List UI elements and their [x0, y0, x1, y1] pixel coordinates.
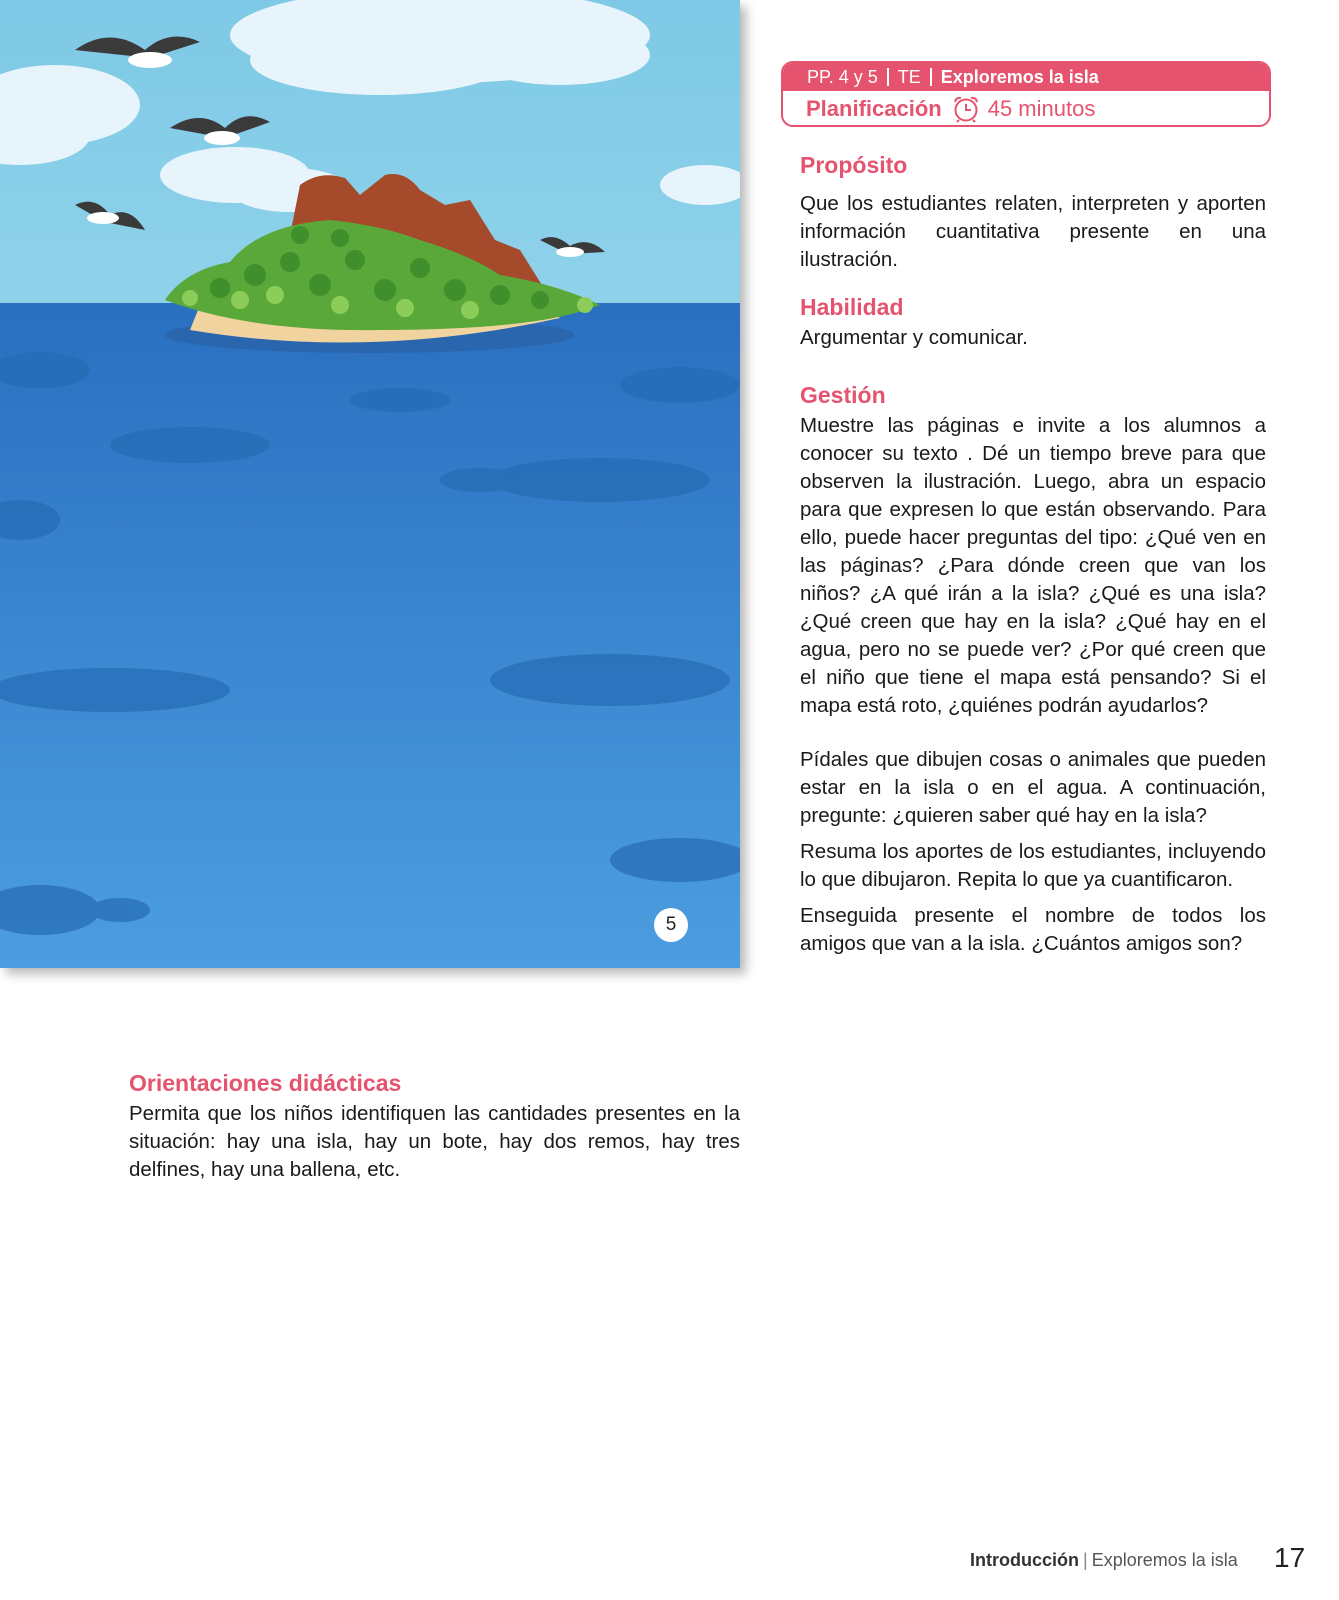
- planning-band: [783, 63, 1269, 91]
- illustration-page-number: 5: [654, 908, 688, 942]
- habilidad-title: Habilidad: [800, 294, 904, 320]
- footer-chapter: Exploremos la isla: [1091, 1550, 1238, 1570]
- page-number: 17: [1274, 1542, 1306, 1573]
- divider: [887, 68, 889, 86]
- gestion-paragraph-4: Enseguida presente el nombre de todos los amigos que van a la isla. ¿Cuántos amigos son?: [800, 904, 1266, 955]
- orientaciones-section: [129, 1066, 740, 1184]
- island-illustration: [0, 0, 740, 968]
- topic-title: Exploremos la isla: [940, 67, 1099, 87]
- gestion-paragraph-2: Pídales que dibujen cosas o animales que pueden estar en la isla o en el agua. A continuación, pregunte: ¿quieren saber qué hay en la isla?: [800, 748, 1266, 827]
- planning-row: [783, 91, 1269, 127]
- divider: [930, 68, 932, 86]
- planning-header: [781, 61, 1271, 127]
- page-footer: [970, 1550, 1238, 1571]
- gestion-paragraph-1: Muestre las páginas e invite a los alumnos a conocer su texto . Dé un tiempo breve para que observen la ilustración. Luego, abra un espacio para que expresen lo que están observando. Para ello, puede hacer preguntas del tipo: ¿Qué ven en las páginas? ¿Para dónde creen que van los niños? ¿A qué irán a la isla? ¿Qué es una isla? ¿Qué creen que hay en la isla? ¿Qué hay en el agua, pero no se puede ver? ¿Por qué creen que el niño que tiene el mapa está pensando? Si el mapa está roto, ¿quiénes podrán ayudarlos?: [800, 414, 1266, 717]
- proposito-text: Que los estudiantes relaten, interpreten y aporten información cuantitativa presente en una ilustración.: [800, 192, 1266, 271]
- gestion-title: Gestión: [800, 382, 886, 408]
- duration: 45 minutos: [987, 96, 1096, 121]
- planning-label: Planificación: [806, 96, 942, 121]
- book-code: TE: [897, 67, 921, 87]
- footer-section: Introducción: [970, 1550, 1079, 1570]
- alarm-clock-icon: [950, 95, 982, 127]
- orientaciones-text: Permita que los niños identifiquen las cantidades presentes en la situación: hay una isla, hay un bote, hay dos remos, hay tres delfines, hay una ballena, etc.: [129, 1102, 740, 1181]
- habilidad-text: Argumentar y comunicar.: [800, 326, 1028, 349]
- orientaciones-title: Orientaciones didácticas: [129, 1070, 402, 1096]
- gestion-paragraph-3: Resuma los aportes de los estudiantes, incluyendo lo que dibujaron. Repita lo que ya cuantificaron.: [800, 840, 1266, 891]
- island-scene-image: [0, 0, 740, 968]
- footer-separator: |: [1083, 1550, 1088, 1570]
- lesson-guide: [800, 148, 1266, 958]
- proposito-title: Propósito: [800, 152, 908, 178]
- pages-reference: PP. 4 y 5: [807, 67, 878, 87]
